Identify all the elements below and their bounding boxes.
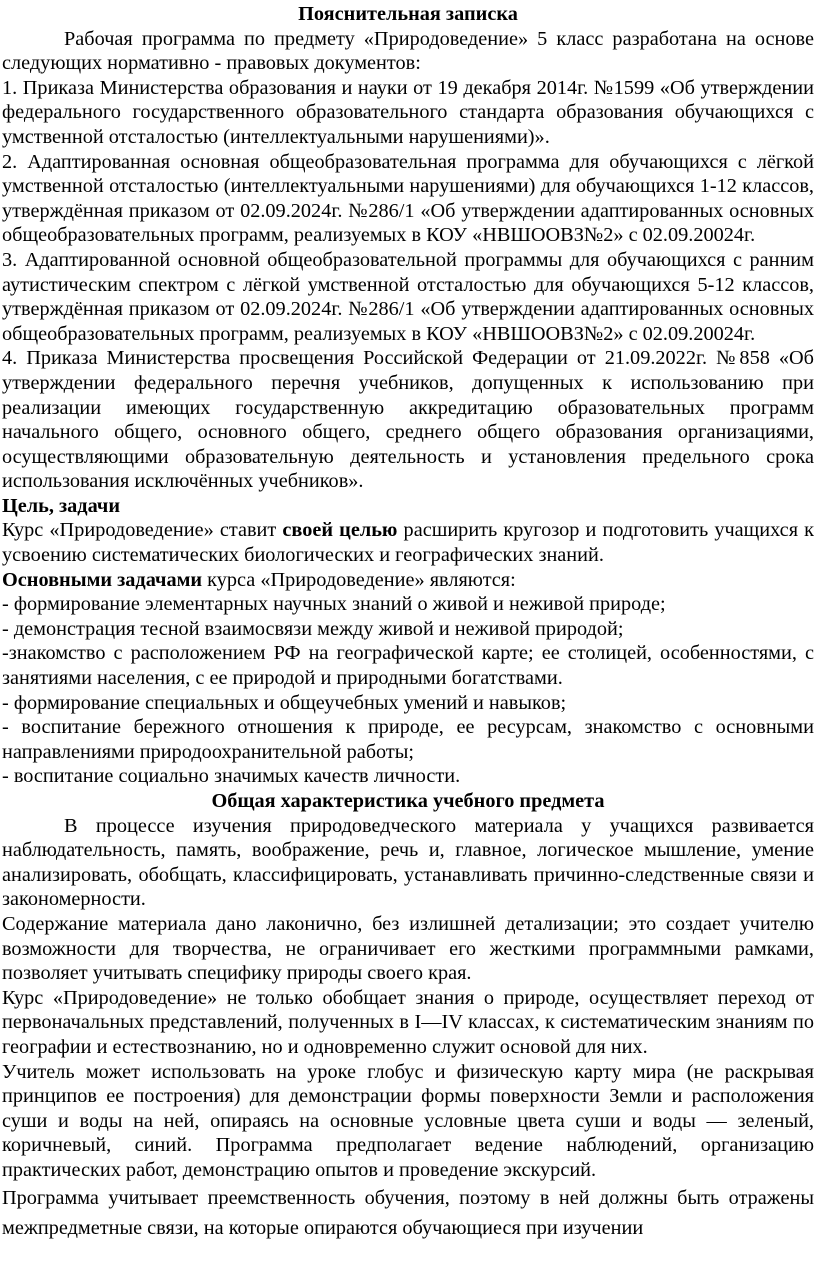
goals-heading: Цель, задачи <box>2 494 121 517</box>
goal-paragraph <box>2 518 814 567</box>
section2-heading: Общая характеристика учебного предмета <box>211 790 605 812</box>
task-item-1: - формирование элементарных научных знаний о живой и неживой природе; <box>2 593 666 616</box>
goal-text-post: расширить кругозор и подготовить учащихся к усвоению систематических биологических и географических знаний. <box>2 519 814 567</box>
task-item-5: - воспитание бережного отношения к природе, ее ресурсам, знакомство с основными направлениями природоохранительной работы; <box>2 716 814 763</box>
tasks-intro-text: курса «Природоведение» являются: <box>202 568 516 591</box>
doc-item-2: 2. Адаптированная основная общеобразовательная программа для обучающихся с лёгкой умственной отсталостью (интеллектуальными нарушениями) для обучающихся 1-12 классов, утверждённая приказом от 02.09.2024г. №286/1 «Об утверждении адаптированных основных общеобразовательных программ, реализуемых в КОУ «НВШООВЗ№2» с 02.09.20024г. <box>2 150 814 247</box>
goal-text-bold: своей целью <box>282 519 398 542</box>
section2-paragraph-3: Курс «Природоведение» не только обобщает знания о природе, осуществляет переход от первоначальных представлений, полученных в I—IV классах, к систематическим знаниям по географии и естествознанию, но и одновременно служит основой для них. <box>2 986 814 1058</box>
section2-paragraph-5: Программа учитывает преемственность обучения, поэтому в ней должны быть отражены межпредметные связи, на которые опираются обучающиеся при изучении <box>2 1186 814 1239</box>
document-title: Пояснительная записка <box>298 3 518 25</box>
task-item-6: - воспитание социально значимых качеств личности. <box>2 765 461 788</box>
goal-text-pre: Курс «Природоведение» ставит <box>2 519 283 542</box>
intro-paragraph: Рабочая программа по предмету «Природоведение» 5 класс разработана на основе следующих нормативно - правовых документов: <box>2 27 814 75</box>
task-item-2: - демонстрация тесной взаимосвязи между живой и неживой природой; <box>2 617 624 640</box>
section2-paragraph-2: Содержание материала дано лаконично, без излишней детализации; это создает учителю возможности для творчества, не ограничивает его жесткими программными рамками, позволяет учитывать специфику природы своего края. <box>2 912 814 985</box>
task-item-3: -знакомство с расположением РФ на географической карте; ее столицей, особенностями, с занятиями населения, с ее природой и природными богатствами. <box>2 642 814 690</box>
doc-item-4: 4. Приказа Министерства просвещения Российской Федерации от 21.09.2022г. №858 «Об утверждении федерального перечня учебников, допущенных к использованию при реализации имеющих государственную аккредитацию образовательных программ начального общего, основного общего, среднего общего образования организациями, осуществляющими образовательную деятельность и установления предельного срока использования исключённых учебников». <box>2 347 814 493</box>
doc-item-1: 1. Приказа Министерства образования и науки от 19 декабря 2014г. №1599 «Об утверждении федерального государственного образовательного стандарта образования обучающихся с умственной отсталостью (интеллектуальными нарушениями)». <box>2 76 814 148</box>
doc-item-3: 3. Адаптированной основной общеобразовательной программы для обучающихся с ранним аутистическим спектром с лёгкой умственной отсталостью для обучающихся 5-12 классов, утверждённая приказом от 02.09.2024г. №286/1 «Об утверждении адаптированных основных общеобразовательных программ, реализуемых в КОУ «НВШООВЗ№2» с 02.09.20024г. <box>2 248 814 345</box>
tasks-intro-bold: Основными задачами <box>2 568 203 591</box>
task-item-4: - формирование специальных и общеучебных умений и навыков; <box>2 691 567 714</box>
section2-paragraph-4: Учитель может использовать на уроке глобус и физическую карту мира (не раскрывая принципов ее построения) для демонстрации формы поверхности Земли и расположения суши и воды на ней, опираясь на основные условные цвета суши и воды — зеленый, коричневый, синий. Программа предполагает ведение наблюдений, организацию практических работ, демонстрацию опытов и проведение экскурсий. <box>2 1060 814 1181</box>
section2-paragraph-1: В процессе изучения природоведческого материала у учащихся развивается наблюдательность, память, воображение, речь и, главное, логическое мышление, умение анализировать, обобщать, классифицировать, устанавливать причинно-следственные связи и закономерности. <box>2 814 814 911</box>
tasks-intro <box>2 568 814 593</box>
